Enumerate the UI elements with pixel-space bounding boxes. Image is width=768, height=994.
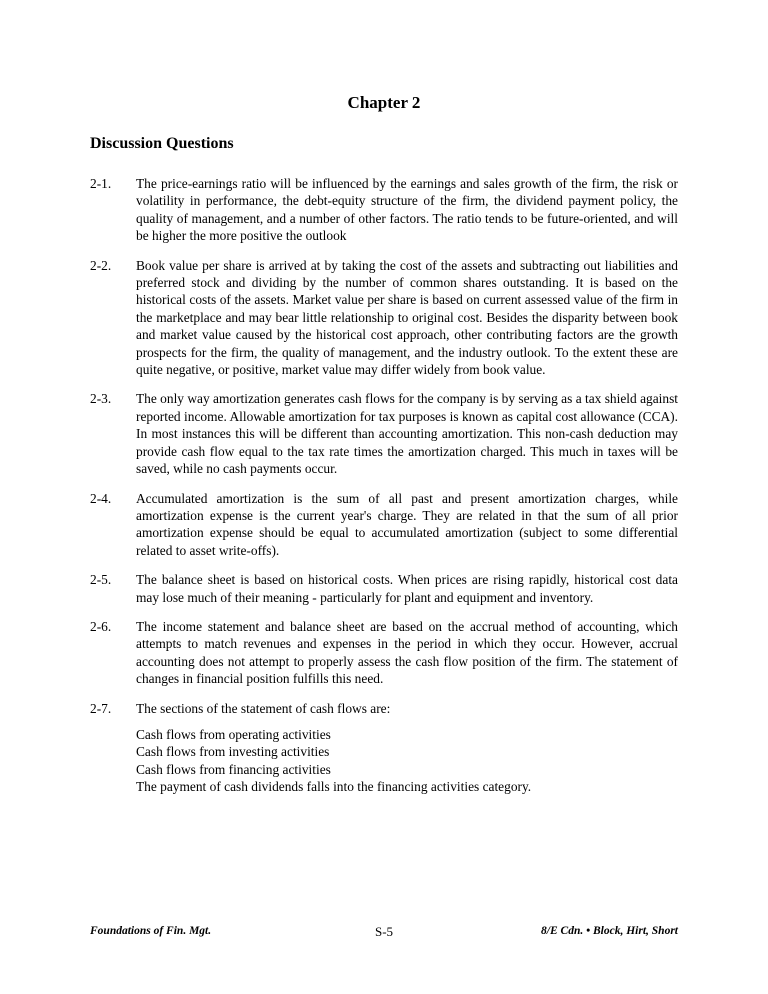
question-number: 2-1. — [90, 176, 112, 191]
question-text: The only way amortization generates cash flows for the company is by serving as a tax shield against reported income. Allowable amortization for tax purposes is known as capital cost allowance (CCA). In most instances this will be different than accounting amortization. This non-cash deduction may provide cash flow equal to the tax rate times the amortization charged. This much in taxes will be saved, while no cash payments occur. — [136, 391, 678, 477]
question-number: 2-4. — [90, 490, 112, 506]
question-number: 2-7. — [90, 700, 112, 716]
page-footer — [90, 925, 678, 945]
question-item — [90, 571, 678, 606]
cash-flow-sections-list — [136, 726, 678, 778]
footer-book-title: Foundations of Fin. Mgt. — [90, 925, 212, 937]
footer-edition-authors: 8/E Cdn. • Block, Hirt, Short — [541, 925, 678, 937]
question-number: 2-5. — [90, 572, 112, 588]
question-text: The price-earnings ratio will be influenced by the earnings and sales growth of the firm, the risk or volatility in performance, the debt-equity structure of the firm, the dividend payment policy, the quality of management, and a number of other factors. The ratio tends to be future-oriented, and will be higher the more positive the outlook — [136, 176, 678, 244]
list-item: Cash flows from operating activities — [136, 726, 331, 742]
question-text: The balance sheet is based on historical costs. When prices are rising rapidly, historical cost data may lose much of their meaning - particularly for plant and equipment and inventory. — [136, 572, 678, 605]
question-item — [90, 257, 678, 379]
question-item — [90, 175, 678, 245]
question-text: Accumulated amortization is the sum of all past and present amortization charges, while amortization expense is the current year's charge. They are related in that the sum of all prior amortization expense should be equal to accumulated amortization (subject to some differential related to asset write-offs). — [136, 490, 678, 558]
question-number: 2-3. — [90, 391, 112, 407]
chapter-title: Chapter 2 — [347, 93, 421, 112]
question-text: The income statement and balance sheet are based on the accrual method of accounting, which attempts to match revenues and expenses in the period in which they occur. However, accrual accounting does not attempt to properly assess the cash flow position of the firm. The statement of changes in financial position fulfills this need. — [136, 618, 678, 687]
question-text: Book value per share is arrived at by taking the cost of the assets and subtracting out liabilities and preferred stock and dividing by the number of common shares outstanding. It is based on the historical costs of the assets. Market value per share is based on current assessed value of the firm in the marketplace and may bear little relationship to original cost. Besides the disparity between book and market value caused by the historical cost approach, other contributing factors are the growth prospects for the firm, the quality of management, and the industry outlook. To the extent these are quite negative, or positive, market value may differ widely from book value. — [136, 257, 678, 378]
list-item: Cash flows from financing activities — [136, 761, 331, 777]
question-item — [90, 700, 678, 796]
question-number: 2-6. — [90, 618, 112, 634]
question-note: The payment of cash dividends falls into the financing activities category. — [136, 779, 532, 795]
question-item — [90, 390, 678, 477]
questions-list — [90, 175, 678, 808]
list-item: Cash flows from investing activities — [136, 744, 330, 760]
section-heading: Discussion Questions — [90, 135, 234, 152]
question-item — [90, 618, 678, 688]
question-number: 2-2. — [90, 257, 112, 273]
question-text: The sections of the statement of cash flows are: Cash flows from operating activities Cash flows from investing activities Cash flows from financing activities The payment of cash dividends falls into the financing activities category. — [136, 700, 678, 796]
page-number: S-5 — [374, 924, 394, 939]
question-item — [90, 490, 678, 560]
